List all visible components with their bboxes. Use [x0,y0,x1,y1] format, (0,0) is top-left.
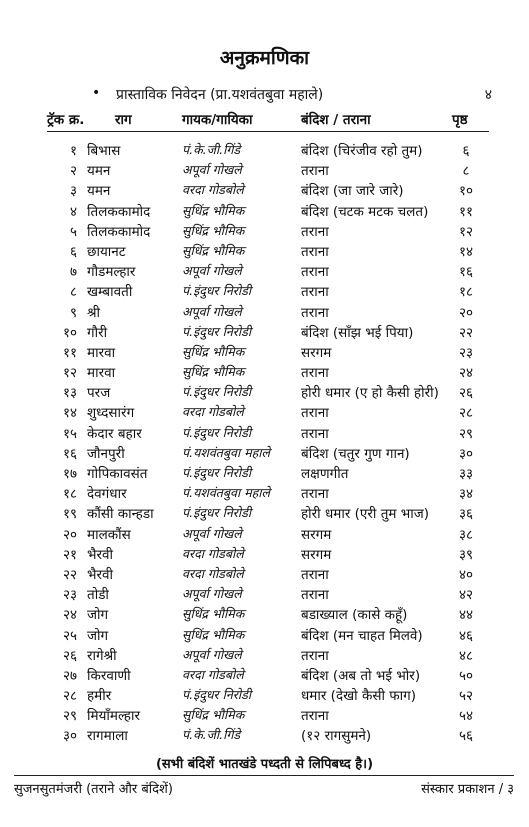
singer-name: सुधिंद्र भौमिक [182,222,245,238]
raag-name: तिलककामोद [87,203,151,220]
bandish-title: होरी धमार (एरी तुम भाज) [301,506,430,523]
bandish-title: बंदिश (अब तो भई भोर) [301,667,421,684]
singer-name: सुधिंद्र भौमिक [182,242,245,258]
page-number: २३ [458,344,474,361]
page-number: २४ [458,365,474,382]
table-row [47,545,489,565]
track-number: १७ [62,466,77,482]
singer-name: अपूर्वा गोखले [182,586,242,602]
header-divider [47,131,489,132]
bandish-title: सरगम [301,344,332,361]
page-number: २० [458,304,474,321]
bandish-title: होरी धमार (ए हो कैसी होरी) [301,385,439,402]
singer-name: सुधिंद्र भौमिक [182,343,245,359]
table-row [47,726,489,746]
raag-name: रागमाला [87,728,128,745]
bandish-title: तराना [301,587,329,604]
table-row [47,363,489,383]
table-row [47,141,489,161]
page-number: ३६ [458,506,474,523]
track-number: २२ [62,566,77,583]
track-number: २३ [62,587,77,604]
raag-name: तिलककामोद [87,223,151,240]
bandish-title: बंदिश (चिरंजीव रहो तुम) [301,143,423,159]
raag-name: केदार बहार [87,425,142,442]
page-number: १० [458,183,474,200]
table-row [47,504,489,524]
raag-name: मारवा [87,344,116,361]
raag-name: जौनपुरी [87,445,125,462]
table-row [47,646,489,666]
bandish-title: बंदिश (जा जारे जारे) [301,183,404,200]
table-row [47,565,489,585]
track-number: १३ [62,385,77,402]
page-number: ४८ [458,647,474,664]
header-raag: राग [115,112,132,128]
bandish-title: बडाख्याल (कासे कहूँ) [301,607,408,624]
table-row [47,303,489,323]
bandish-title: तराना [301,405,329,422]
page-number: ४० [458,566,474,583]
page-number: १४ [458,243,474,260]
footer-book-title: सुजनसुतमंजरी (तराने और बंदिशें) [14,782,173,797]
raag-name: किरवाणी [87,667,131,684]
page-number: ११ [458,203,474,220]
track-number: २ [69,163,77,180]
raag-name: यमन [87,183,111,200]
header-track-no: ट्रॅक क्र. [47,112,85,128]
track-number: २६ [62,647,77,664]
page-number: १८ [458,284,474,301]
track-number: १ [69,143,77,159]
bandish-title: तराना [301,223,329,240]
table-row [47,525,489,545]
table-row [47,484,489,504]
track-number: २० [62,526,77,543]
page-number: ४६ [458,627,474,644]
singer-name: वरदा गोडबोले [182,404,244,420]
table-row [47,585,489,605]
singer-name: पं.यशवंतबुवा महाले [182,485,271,501]
header-singer: गायक/गायिका [182,112,253,128]
table-row [47,343,489,363]
raag-name: रागेश्री [87,647,117,664]
track-number: ६ [69,243,77,260]
bandish-title: तराना [301,304,329,321]
table-header [47,110,489,132]
table-row [47,686,489,706]
table-row [47,403,489,423]
table-row [47,242,489,262]
raag-name: भैरवी [87,566,114,583]
singer-name: सुधिंद्र भौमिक [182,202,245,218]
raag-name: भैरवी [87,546,114,563]
track-number: १६ [62,445,77,462]
track-number: २५ [62,627,77,644]
table-row [47,605,489,625]
table-row [47,282,489,302]
track-number: २८ [62,688,77,705]
track-number: १० [62,324,77,341]
track-number: ७ [69,264,77,281]
raag-name: गोपिकावसंत [87,466,148,482]
singer-name: पं.के.जी.गिंडे [182,142,241,157]
table-row [47,706,489,726]
singer-name: वरदा गोडबोले [182,545,244,561]
singer-name: पं.इंदुधर निरोडी [182,687,252,703]
bandish-title: तराना [301,425,329,442]
table-row [47,222,489,242]
header-bandish: बंदिश / तराना [301,112,371,128]
track-number: ४ [69,203,77,220]
raag-name: परज [87,385,111,402]
bandish-title: तराना [301,264,329,281]
header-page: पृष्ठ [452,112,468,128]
singer-name: सुधिंद्र भौमिक [182,364,245,380]
raag-name: बिभास [87,143,121,159]
track-number: २७ [62,667,77,684]
track-number: ३ [69,183,77,200]
page-number: ३० [458,445,474,462]
page-number: २२ [458,324,474,341]
track-number: २४ [62,607,77,624]
notation-note: (सभी बंदिशें भातखंडे पध्दती से लिपिबध्द है।) [155,757,374,772]
singer-name: पं.इंदुधर निरोडी [182,323,252,339]
page-number: ५२ [458,688,474,705]
bandish-title: लक्षणगीत [301,466,349,482]
table-row [47,424,489,444]
raag-name: जोग [87,627,109,644]
table-row [47,262,489,282]
track-number: १८ [62,486,77,503]
raag-name: मारवा [87,365,116,382]
page-number: २८ [458,405,474,422]
track-number: १४ [62,405,77,422]
page-number: ३८ [458,526,474,543]
page-number: २९ [458,425,474,442]
raag-name: हमीर [87,688,112,705]
bandish-title: तराना [301,243,329,260]
page-number: १२ [458,223,474,240]
bandish-title: बंदिश (मन चाहत मिलवे) [301,627,423,644]
singer-name: अपूर्वा गोखले [182,646,242,662]
index-table [47,141,489,747]
page-number: ८ [462,163,470,180]
raag-name: खम्बावती [87,284,133,301]
singer-name: सुधिंद्र भौमिक [182,606,245,622]
track-number: ५ [69,223,77,240]
page-number: ३३ [458,466,474,482]
bandish-title: तराना [301,284,329,301]
bandish-title: बंदिश (चतुर गुण गान) [301,445,410,462]
page-number: ३९ [458,546,474,563]
bandish-title: सरगम [301,526,332,543]
bandish-title: तराना [301,163,329,180]
raag-name: यमन [87,163,111,180]
bandish-title: तराना [301,566,329,583]
track-number: ११ [62,344,77,361]
raag-name: छायानट [87,243,126,260]
track-number: १२ [62,365,77,382]
bandish-title: बंदिश (साँझ भई पिया) [301,324,414,341]
table-row [47,464,489,484]
table-row [47,383,489,403]
track-number: ८ [69,284,77,301]
singer-name: अपूर्वा गोखले [182,303,242,319]
raag-name: मियाँमल्हार [87,708,140,725]
bandish-title: तराना [301,486,329,503]
singer-name: वरदा गोडबोले [182,666,244,682]
track-number: ३० [62,728,77,745]
page-number: ६ [462,143,470,159]
table-row [47,202,489,222]
track-number: १९ [62,506,77,523]
table-row [47,323,489,343]
table-row [47,161,489,181]
page-number: ४२ [458,587,474,604]
table-row [47,626,489,646]
bandish-title: तराना [301,708,329,725]
bandish-title: तराना [301,365,329,382]
raag-name: देवगंधार [87,486,127,503]
raag-name: शुध्दसारंग [87,405,135,422]
singer-name: पं.इंदुधर निरोडी [182,465,252,480]
raag-name: जोग [87,607,109,624]
raag-name: श्री [87,304,101,321]
singer-name: पं.इंदुधर निरोडी [182,424,252,440]
raag-name: तोडी [87,587,109,604]
page-title: अनुक्रमणिका [219,47,310,69]
track-number: १५ [62,425,77,442]
singer-name: अपूर्वा गोखले [182,162,242,178]
page-number: २६ [458,385,474,402]
singer-name: अपूर्वा गोखले [182,263,242,279]
bandish-title: (१२ रागसुमने) [301,728,372,745]
bandish-title: सरगम [301,546,332,563]
raag-name: गौरी [87,324,108,341]
singer-name: वरदा गोडबोले [182,565,244,581]
singer-name: सुधिंद्र भौमिक [182,707,245,723]
intro-text: प्रास्ताविक निवेदन (प्रा.यशवंतबुवा महाले) [116,87,324,103]
page-number: ४४ [458,607,474,624]
table-row [47,444,489,464]
table-row [47,666,489,686]
singer-name: वरदा गोडबोले [182,182,244,198]
singer-name: पं.इंदुधर निरोडी [182,283,252,299]
singer-name: पं.के.जी.गिंडे [182,727,241,743]
raag-name: गौडमल्हार [87,264,136,281]
table-row [47,181,489,201]
intro-page-number: ४ [484,87,492,103]
track-number: ९ [69,304,77,321]
footer-divider [14,775,514,776]
track-number: २९ [62,708,77,725]
bandish-title: तराना [301,647,329,664]
singer-name: पं.इंदुधर निरोडी [182,384,252,400]
singer-name: सुधिंद्र भौमिक [182,626,245,642]
singer-name: अपूर्वा गोखले [182,525,242,541]
page-number: ५६ [458,728,474,745]
bullet-icon: • [92,85,101,101]
singer-name: पं.इंदुधर निरोडी [182,505,252,521]
bandish-title: बंदिश (चटक मटक चलत) [301,203,429,220]
singer-name: पं.यशवंतबुवा महाले [182,444,271,460]
bandish-title: धमार (देखो कैसी फाग) [301,688,417,705]
footer-publisher: संस्कार प्रकाशन / ३ [421,782,514,797]
page-number: ५० [458,667,474,684]
page-number: ३४ [458,486,474,503]
raag-name: कौंसी कान्हडा [87,506,154,523]
raag-name: मालकौंस [87,526,131,543]
page-number: ५४ [458,708,474,725]
track-number: २१ [62,546,77,563]
page-number: १६ [458,264,474,281]
